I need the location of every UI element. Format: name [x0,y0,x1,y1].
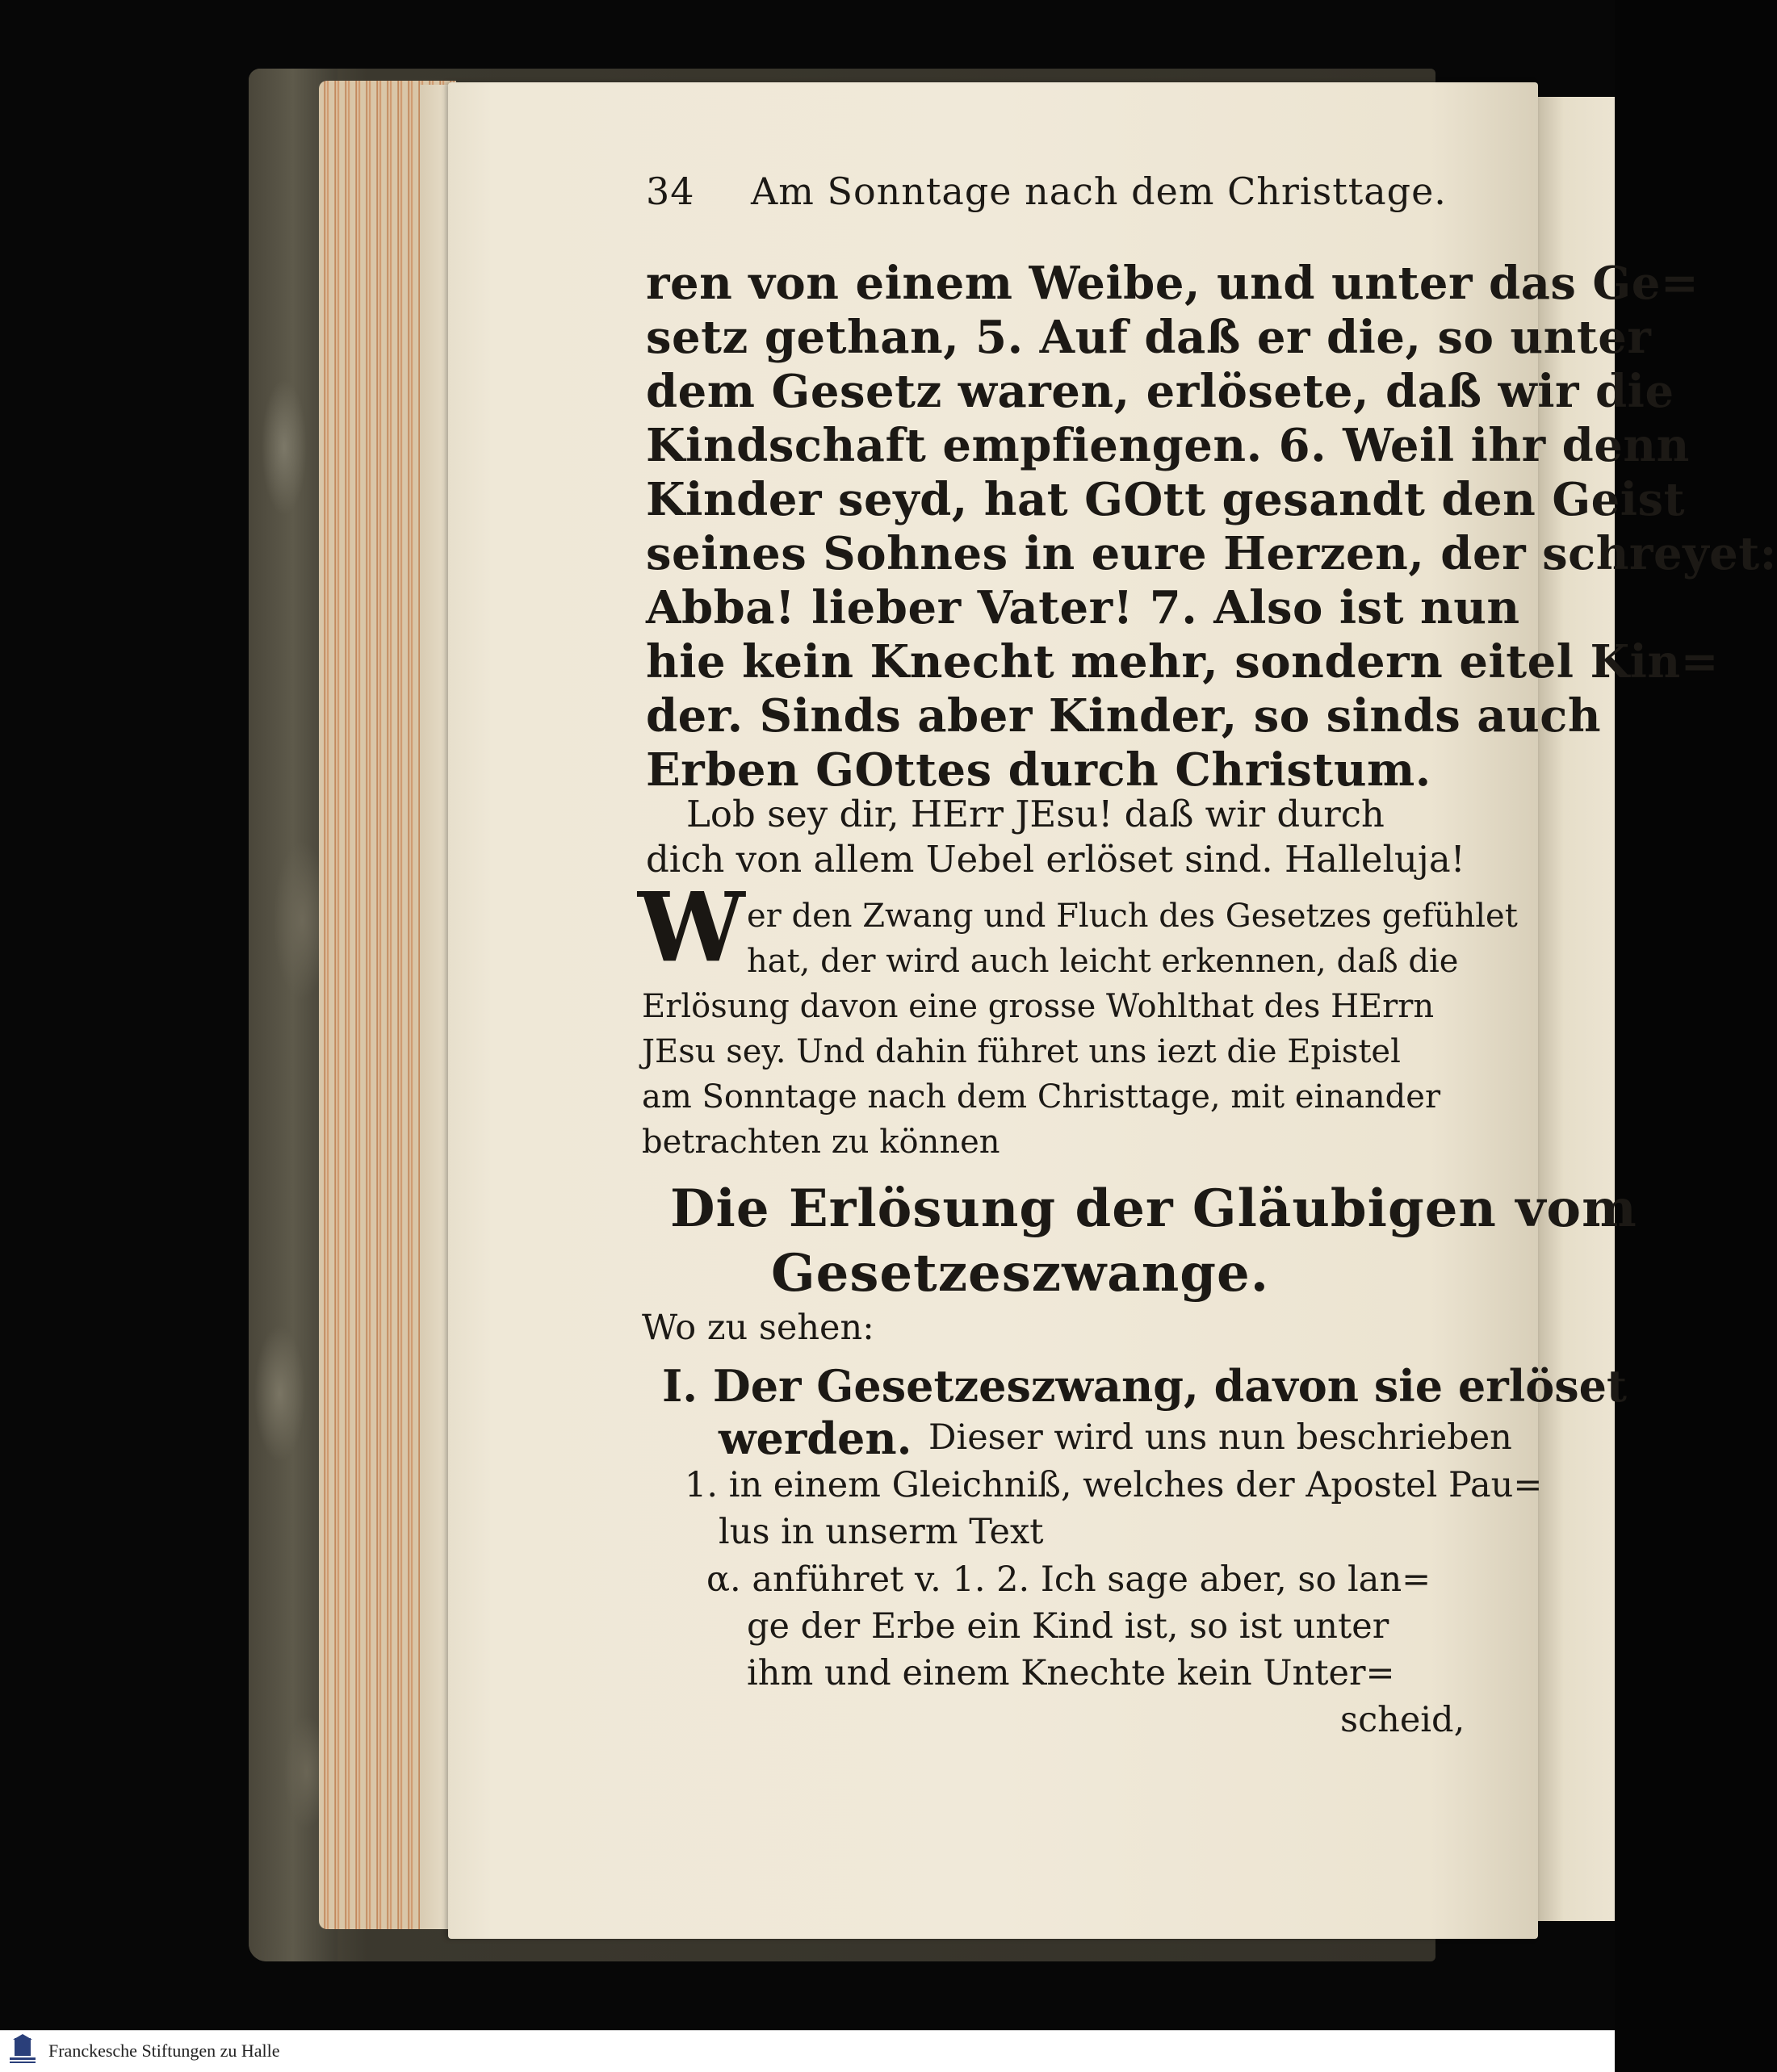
institution-logo [5,2033,40,2069]
scripture-line: Erben GOttes durch Christum. [646,743,1431,797]
scripture-line: ren von einem Weibe, und unter das Ge= [646,257,1699,310]
scripture-line: setz gethan, 5. Auf daß er die, so unter [646,311,1652,364]
intro-line: am Sonntage nach dem Christtage, mit einander [642,1078,1441,1116]
scripture-line: dem Gesetz waren, erlösete, daß wir die [646,365,1674,418]
alpha-line: α. anführet v. 1. 2. Ich sage aber, so lan= [706,1559,1431,1600]
scripture-line: der. Sinds aber Kinder, so sinds auch [646,689,1602,743]
praise-line: Lob sey dir, HErr JEsu! daß wir durch [686,793,1385,835]
point-heading: werden. [719,1413,912,1464]
point-heading: I. Der Gesetzeszwang, davon sie erlöset [662,1360,1627,1412]
theme-heading: Die Erlösung der Gläubigen vom [670,1178,1637,1239]
catchword: scheid, [1340,1700,1465,1740]
alpha-line: ge der Erbe ein Kind ist, so ist unter [747,1606,1389,1647]
footer-bar [0,2030,1615,2072]
alpha-line: ihm und einem Knechte kein Unter= [747,1653,1395,1693]
left-page-rim [420,85,452,1929]
scripture-line: Kinder seyd, hat GOtt gesandt den Geist [646,473,1685,526]
point-description: Dieser wird uns nun beschrieben [928,1417,1512,1458]
subpoint-line: 1. in einem Gleichniß, welches der Apostel Pau= [685,1465,1543,1505]
intro-line: betrachten zu können [642,1124,1000,1161]
drop-cap: W [638,871,745,983]
scripture-line: seines Sohnes in eure Herzen, der schreyet: [646,527,1777,580]
intro-line: hat, der wird auch leicht erkennen, daß die [747,943,1459,980]
scripture-line: hie kein Knecht mehr, sondern eitel Kin= [646,635,1720,689]
intro-line: JEsu sey. Und dahin führet uns iezt die Epistel [642,1033,1401,1070]
page-number: 34 [646,170,695,213]
intro-line: er den Zwang und Fluch des Gesetzes gefühlet [747,898,1518,935]
running-head: Am Sonntage nach dem Christtage. [751,170,1447,213]
theme-heading: Gesetzeszwange. [771,1243,1269,1304]
scripture-line: Abba! lieber Vater! 7. Also ist nun [646,581,1520,634]
section-intro: Wo zu sehen: [642,1308,874,1348]
praise-line: dich von allem Uebel erlöset sind. Halleluja! [646,838,1465,881]
intro-line: Erlösung davon eine grosse Wohlthat des HErrn [642,988,1435,1025]
scripture-line: Kindschaft empfiengen. 6. Weil ihr denn [646,419,1690,472]
subpoint-line: lus in unserm Text [719,1512,1044,1552]
footer-credit: Franckesche Stiftungen zu Halle [48,2041,280,2061]
